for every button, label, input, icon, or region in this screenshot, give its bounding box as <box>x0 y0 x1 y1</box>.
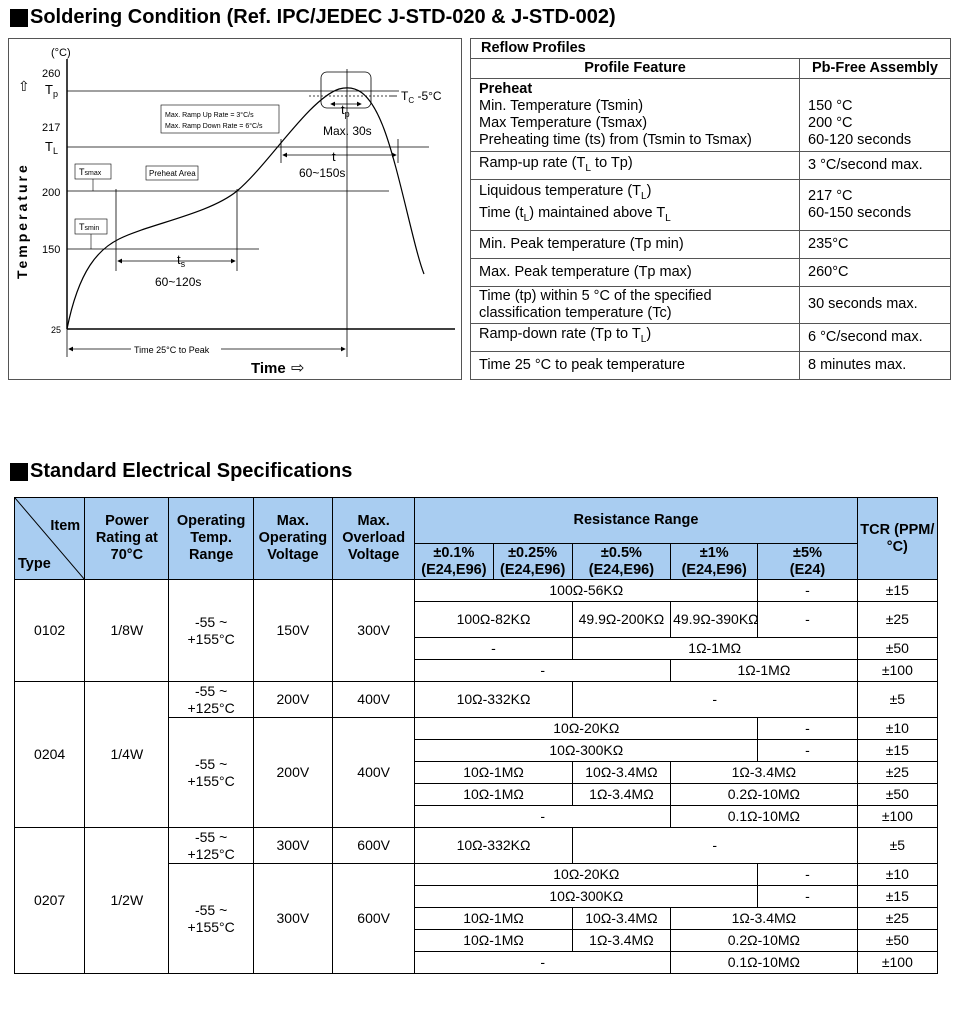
soldering-title-text: Soldering Condition (Ref. IPC/JEDEC J-STD-020 & J-STD-002) <box>30 6 616 28</box>
ramp-down-value: 6 °C/second max. <box>800 323 951 351</box>
time-25-label: Time 25 °C to peak temperature <box>471 351 800 379</box>
electrical-section-title <box>10 460 352 483</box>
time-to-peak-label: Time 25°C to Peak <box>134 345 210 355</box>
liquidous-value: 217 °C <box>808 187 853 204</box>
t-range-label: 60~150s <box>299 166 346 180</box>
min-temp-label: Min. Temperature (Tsmin) <box>479 98 644 114</box>
tick-200: 200 <box>42 187 61 199</box>
x-axis-title: Time <box>251 360 286 377</box>
table-row: 10Ω-300KΩ - ±15 <box>15 886 938 908</box>
time-above-label: Time $(t_L)$ maintained above $T_L$ <box>479 204 671 224</box>
tick-217: 217 <box>42 122 61 134</box>
t-label: t <box>332 149 336 164</box>
tol-05-header: ±0.5% (E24,E96) <box>572 544 670 580</box>
table-row: 10Ω-1MΩ 1Ω-3.4MΩ 0.2Ω-10MΩ ±50 <box>15 784 938 806</box>
reflow-caption: Reflow Profiles <box>471 39 951 59</box>
table-row: -55 ~ +155°C 200V 400V 10Ω-20KΩ - ±10 <box>15 718 938 740</box>
y-axis-title: Temperature <box>14 162 30 279</box>
preheat-time-label: Preheating time (ts) from (Tsmin to Tsmax) <box>479 132 752 148</box>
ramp-up-label: Ramp-up rate ($T_L$ to Tp) <box>471 152 800 180</box>
electrical-title-text: Standard Electrical Specifications <box>30 460 353 482</box>
type-0102: 0102 <box>15 580 85 682</box>
max-temp-label: Max Temperature (Tsmax) <box>479 115 648 131</box>
ov-0102: 300V <box>333 580 415 682</box>
ts-range-label: 60~120s <box>155 275 202 289</box>
col-pb-free: Pb-Free Assembly <box>800 59 951 79</box>
ts-label: $t_s$ <box>177 252 186 269</box>
table-row: 10Ω-1MΩ 10Ω-3.4MΩ 1Ω-3.4MΩ ±25 <box>15 908 938 930</box>
table-row <box>471 351 951 379</box>
ramp-down-label: Ramp-down rate (Tp to $T_L$) <box>471 323 800 351</box>
tsmin-label: Tsmin <box>79 222 100 232</box>
max-peak-label: Max. Peak temperature (Tp max) <box>471 258 800 286</box>
ramp-down-label: Max. Ramp Down Rate = 6°C/s <box>165 123 263 130</box>
liquidous-label: Liquidous temperature $(T_L)$ <box>479 183 652 202</box>
table-row: - 0.1Ω-10MΩ ±100 <box>15 952 938 974</box>
min-peak-label: Min. Peak temperature (Tp min) <box>471 230 800 258</box>
unit-label: (°C) <box>51 47 71 59</box>
max-op-header: Max. Operating Voltage <box>253 498 332 580</box>
tick-260: 260 <box>42 68 61 80</box>
table-row <box>471 230 951 258</box>
col-profile-feature: Profile Feature <box>471 59 800 79</box>
tick-150: 150 <box>42 244 61 256</box>
tol-01-header: ±0.1% (E24,E96) <box>415 544 493 580</box>
table-row <box>471 286 951 323</box>
type-header: Type <box>18 556 51 572</box>
table-row <box>471 258 951 286</box>
table-row: 0207 1/2W -55 ~ +125°C 300V 600V 10Ω-332KΩ - ±5 <box>15 828 938 864</box>
ramp-up-value: 3 °C/second max. <box>800 152 951 180</box>
tcr-header: TCR (PPM/°C) <box>857 498 937 580</box>
reflow-chart-svg <box>9 39 463 381</box>
tol-1-header: ±1% (E24,E96) <box>671 544 758 580</box>
table-row: -55 ~ +155°C 300V 600V 10Ω-20KΩ - ±10 <box>15 864 938 886</box>
power-header: Power Rating at 70°C <box>85 498 169 580</box>
tc-label: $T_C$ -5°C <box>401 89 442 105</box>
tp-axis-label: $T_p$ <box>45 82 58 99</box>
tp-within-label: Time (tp) within 5 °C of the specified <box>479 287 712 304</box>
reflow-profiles-table <box>470 38 951 380</box>
max-peak-value: 260°C <box>800 258 951 286</box>
table-row: 0204 1/4W -55 ~ +125°C 200V 400V 10Ω-332KΩ - ±5 <box>15 682 938 718</box>
preheat-area-label: Preheat Area <box>149 169 196 178</box>
power-0207: 1/2W <box>85 828 169 974</box>
type-0204: 0204 <box>15 682 85 828</box>
resistance-header: Resistance Range <box>415 498 857 544</box>
electrical-spec-table <box>14 497 938 974</box>
table-row: - 1Ω-1MΩ ±100 <box>15 660 938 682</box>
soldering-section-title <box>10 6 616 29</box>
tol-025-header: ±0.25% (E24,E96) <box>493 544 572 580</box>
preheat-time-value: 60-120 seconds <box>808 132 912 148</box>
table-row: 10Ω-300KΩ - ±15 <box>15 740 938 762</box>
square-bullet-icon <box>10 463 28 481</box>
tol-5-header: ±5% (E24) <box>758 544 857 580</box>
table-row <box>471 323 951 351</box>
tl-axis-label: $T_L$ <box>45 139 58 156</box>
tp-within-label-2: classification temperature (Tc) <box>479 304 672 321</box>
table-row: 10Ω-1MΩ 1Ω-3.4MΩ 0.2Ω-10MΩ ±50 <box>15 930 938 952</box>
min-temp-value: 150 °C <box>808 98 853 114</box>
table-row: 10Ω-1MΩ 10Ω-3.4MΩ 1Ω-3.4MΩ ±25 <box>15 762 938 784</box>
table-row <box>471 152 951 180</box>
tsmax-label: Tsmax <box>79 167 102 177</box>
max-30s-label: Max. 30s <box>323 124 372 138</box>
op-0102: 150V <box>253 580 332 682</box>
y-axis-arrow-icon: ⇧ <box>18 78 30 94</box>
square-bullet-icon <box>10 9 28 27</box>
x-axis-arrow-icon: ⇨ <box>291 360 305 377</box>
power-0204: 1/4W <box>85 682 169 828</box>
max-temp-value: 200 °C <box>808 115 853 131</box>
max-ov-header: Max. Overload Voltage <box>333 498 415 580</box>
preheat-label: Preheat <box>479 81 533 97</box>
power-0102: 1/8W <box>85 580 169 682</box>
tick-25: 25 <box>51 325 62 335</box>
type-0207: 0207 <box>15 828 85 974</box>
item-header: Item <box>50 518 81 534</box>
reflow-profile-chart <box>8 38 462 380</box>
tp-box-label: $t_p$ <box>341 102 350 119</box>
ramp-up-label: Max. Ramp Up Rate = 3°C/s <box>165 112 254 119</box>
tp-box <box>321 72 371 108</box>
table-row: 100Ω-82KΩ 49.9Ω-200KΩ 49.9Ω-390KΩ - ±25 <box>15 602 938 638</box>
table-row: - 1Ω-1MΩ ±50 <box>15 638 938 660</box>
item-type-header <box>15 498 85 580</box>
time-25-value: 8 minutes max. <box>800 351 951 379</box>
table-row: - 0.1Ω-10MΩ ±100 <box>15 806 938 828</box>
table-row: 0102 1/8W -55 ~ +155°C 150V 300V 100Ω-56KΩ - ±15 <box>15 580 938 602</box>
time-above-value: 60-150 seconds <box>808 204 912 221</box>
table-row <box>471 79 951 152</box>
optemp-header: Operating Temp. Range <box>169 498 253 580</box>
tp-within-value: 30 seconds max. <box>800 286 951 323</box>
table-row <box>471 180 951 231</box>
min-peak-value: 235°C <box>800 230 951 258</box>
temp-0102: -55 ~ +155°C <box>169 580 253 682</box>
